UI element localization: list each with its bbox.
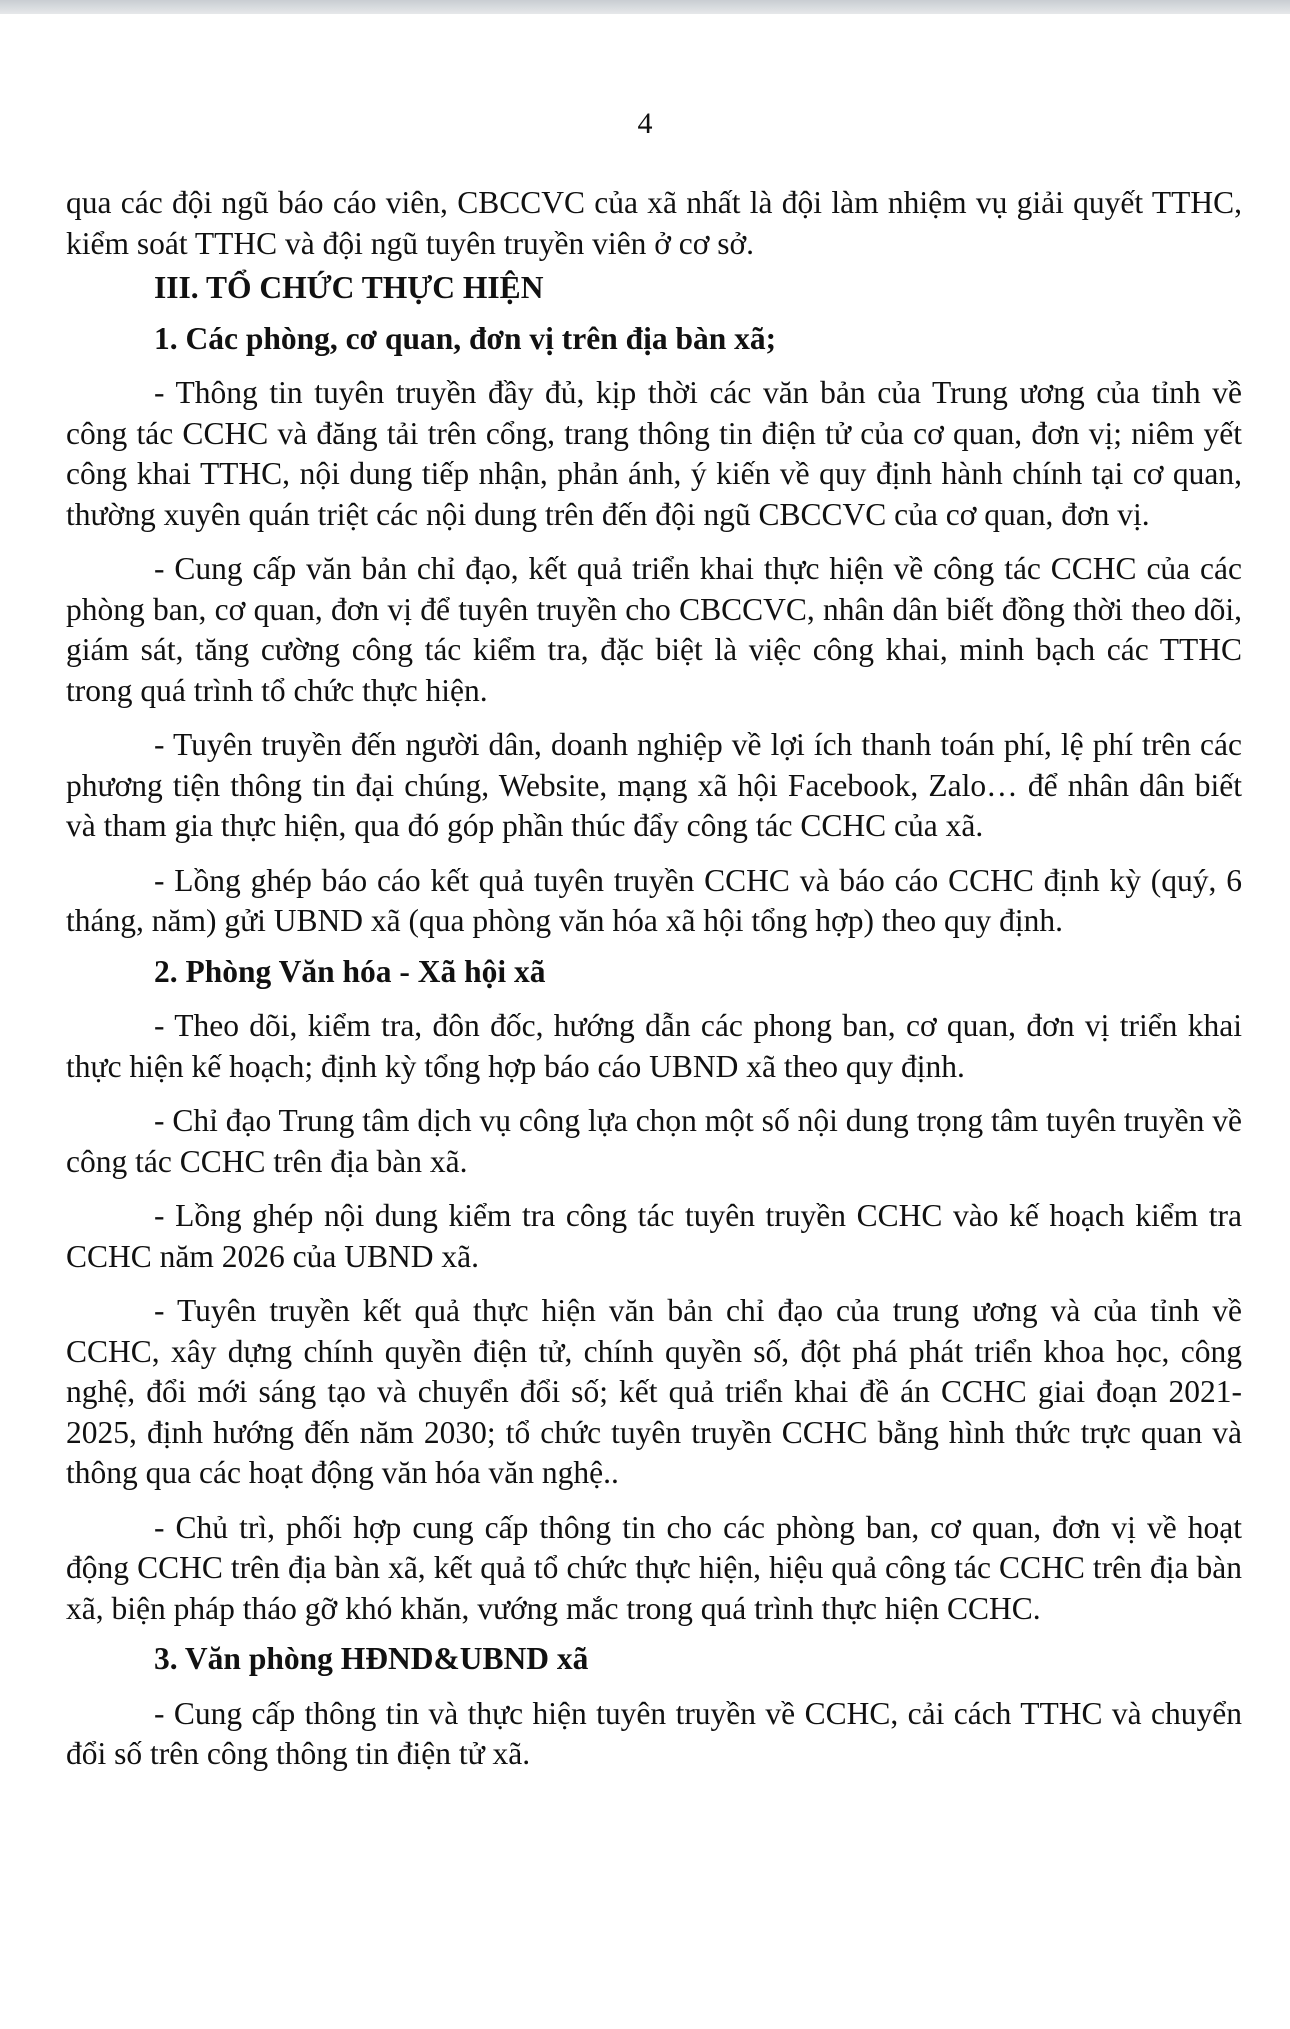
- paragraph: - Theo dõi, kiểm tra, đôn đốc, hướng dẫn các phong ban, cơ quan, đơn vị triển khai thực hiện kế hoạch; định kỳ tổng hợp báo cáo UBND xã theo quy định.: [66, 1008, 1242, 1084]
- subsection-heading-3: 3. Văn phòng HĐND&UBND xã: [154, 1641, 589, 1676]
- paragraph: - Chỉ đạo Trung tâm dịch vụ công lựa chọn một số nội dung trọng tâm tuyên truyền về công tác CCHC trên địa bàn xã.: [66, 1103, 1242, 1179]
- paragraph: - Chủ trì, phối hợp cung cấp thông tin cho các phòng ban, cơ quan, đơn vị về hoạt động CCHC trên địa bàn xã, kết quả tổ chức thực hiện, hiệu quả công tác CCHC trên địa bàn xã, biện pháp tháo gỡ khó khăn, vướng mắc trong quá trình thực hiện CCHC.: [66, 1509, 1242, 1626]
- paragraph: - Cung cấp văn bản chỉ đạo, kết quả triển khai thực hiện về công tác CCHC của các phòng ban, cơ quan, đơn vị để tuyên truyền cho CBCCVC, nhân dân biết đồng thời theo dõi, giám sát, tăng cường công tác kiểm tra, đặc biệt là việc công khai, minh bạch các TTHC trong quá trình tổ chức thực hiện.: [66, 551, 1242, 708]
- document-body: [66, 183, 1242, 1775]
- section-heading-iii: III. TỔ CHỨC THỰC HIỆN: [154, 270, 544, 305]
- page-number: 4: [637, 107, 653, 140]
- paragraph: - Lồng ghép báo cáo kết quả tuyên truyền CCHC và báo cáo CCHC định kỳ (quý, 6 tháng, năm) gửi UBND xã (qua phòng văn hóa xã hội tổng hợp) theo quy định.: [66, 862, 1242, 938]
- paragraph: - Thông tin tuyên truyền đầy đủ, kịp thời các văn bản của Trung ương của tỉnh về công tác CCHC và đăng tải trên cổng, trang thông tin điện tử của cơ quan, đơn vị; niêm yết công khai TTHC, nội dung tiếp nhận, phản ánh, ý kiến về quy định hành chính tại cơ quan, thường xuyên quán triệt các nội dung trên đến đội ngũ CBCCVC của cơ quan, đơn vị.: [66, 375, 1242, 532]
- paragraph: - Cung cấp thông tin và thực hiện tuyên truyền về CCHC, cải cách TTHC và chuyển đổi số trên công thông tin điện tử xã.: [66, 1695, 1242, 1771]
- paragraph: - Lồng ghép nội dung kiểm tra công tác tuyên truyền CCHC vào kế hoạch kiểm tra CCHC năm 2026 của UBND xã.: [66, 1198, 1242, 1274]
- paragraph: - Tuyên truyền kết quả thực hiện văn bản chỉ đạo của trung ương và của tỉnh về CCHC, xây dựng chính quyền điện tử, chính quyền số, đột phá phát triển khoa học, công nghệ, đổi mới sáng tạo và chuyển đổi số; kết quả triển khai đề án CCHC giai đoạn 2021-2025, định hướng đến năm 2030; tổ chức tuyên truyền CCHC bằng hình thức trực quan và thông qua các hoạt động văn hóa văn nghệ..: [66, 1293, 1242, 1490]
- paragraph-continuation: qua các đội ngũ báo cáo viên, CBCCVC của xã nhất là đội làm nhiệm vụ giải quyết TTHC, kiểm soát TTHC và đội ngũ tuyên truyền viên ở cơ sở.: [66, 185, 1242, 261]
- paragraph: - Tuyên truyền đến người dân, doanh nghiệp về lợi ích thanh toán phí, lệ phí trên các phương tiện thông tin đại chúng, Website, mạng xã hội Facebook, Zalo… để nhân dân biết và tham gia thực hiện, qua đó góp phần thúc đẩy công tác CCHC của xã.: [66, 727, 1242, 843]
- subsection-heading-1: 1. Các phòng, cơ quan, đơn vị trên địa bàn xã;: [154, 320, 777, 356]
- subsection-heading-2: 2. Phòng Văn hóa - Xã hội xã: [154, 953, 546, 989]
